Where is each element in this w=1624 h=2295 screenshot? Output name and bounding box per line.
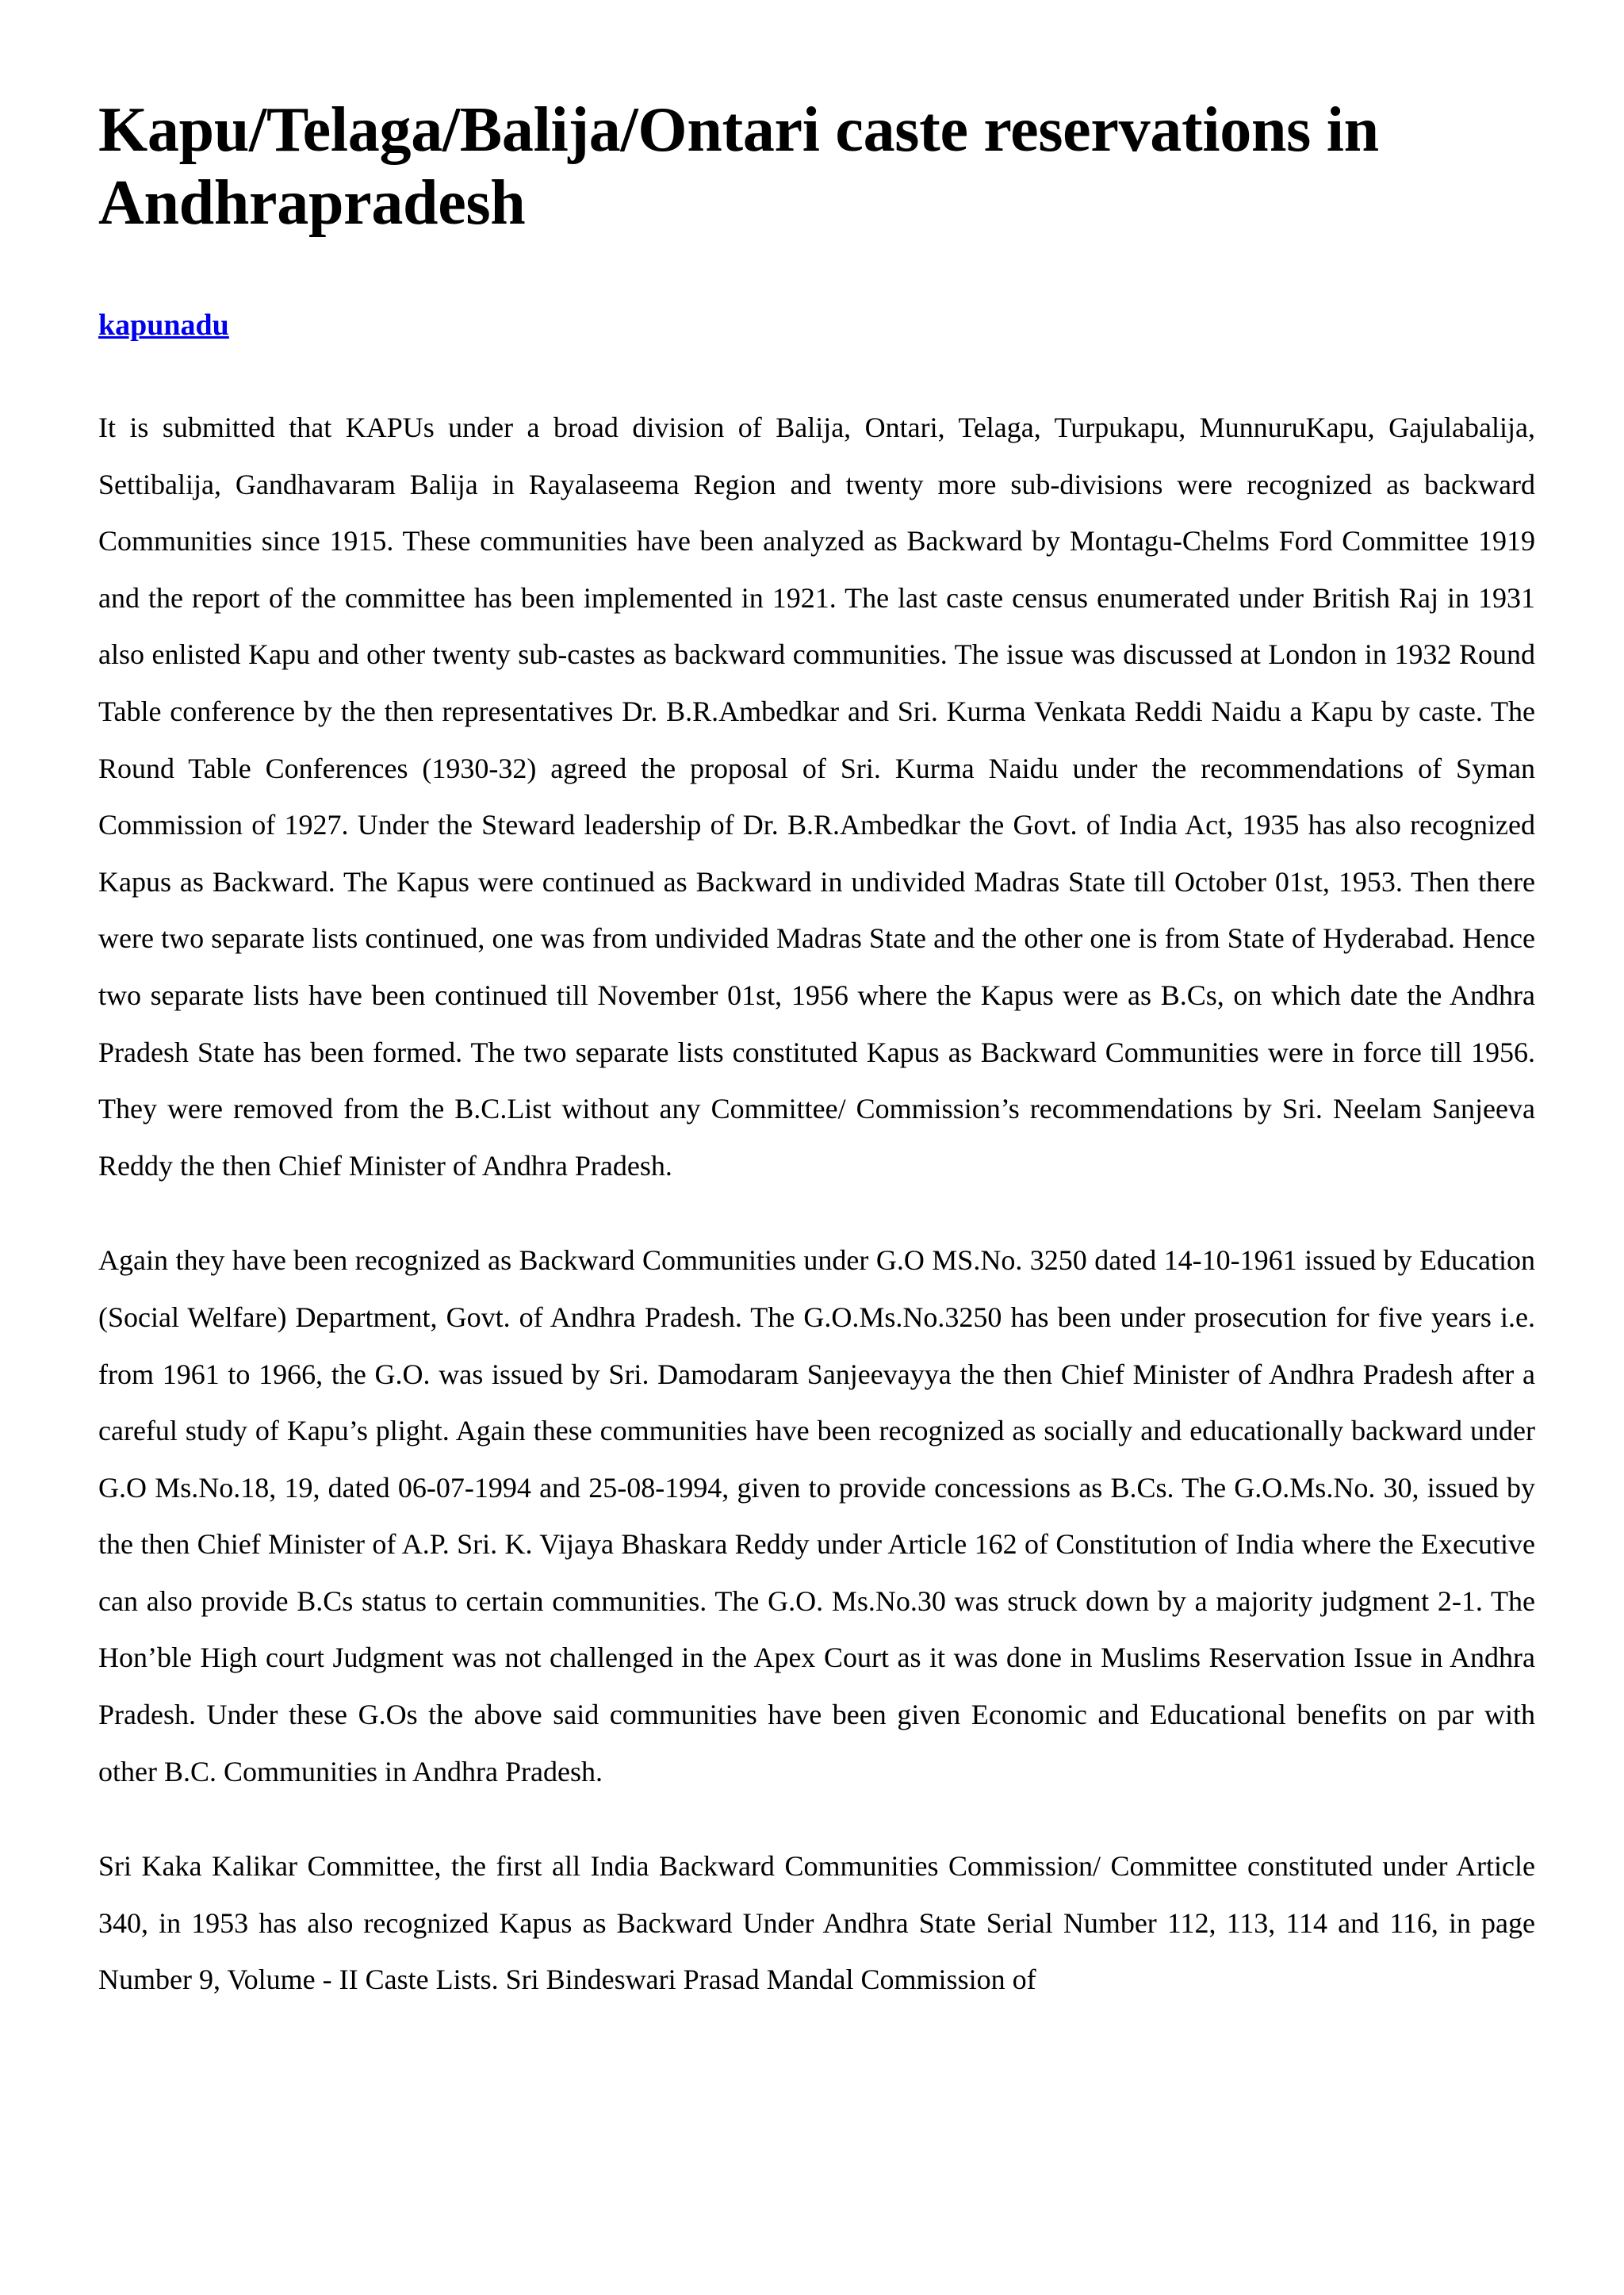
author-line: [98, 308, 1535, 343]
document-page: [98, 94, 1535, 2047]
paragraph-1: It is submitted that KAPUs under a broad division of Balija, Ontari, Telaga, Turpukapu, MunnuruKapu, Gajulabalija, Settibalija, Gandhavaram Balija in Rayalaseema Region and twenty more sub-divisions were recognized as backward Communities since 1915. These communities have been analyzed as Backward by Montagu-Chelms Ford Committee 1919 and the report of the committee has been implemented in 1921. The last caste census enumerated under British Raj in 1931 also enlisted Kapu and other twenty sub-castes as backward communities. The issue was discussed at London in 1932 Round Table conference by the then representatives Dr. B.R.Ambedkar and Sri. Kurma Venkata Reddi Naidu a Kapu by caste. The Round Table Conferences (1930-32) agreed the proposal of Sri. Kurma Naidu under the recommendations of Syman Commission of 1927. Under the Steward leadership of Dr. B.R.Ambedkar the Govt. of India Act, 1935 has also recognized Kapus as Backward. The Kapus were continued as Backward in undivided Madras State till October 01st, 1953. Then there were two separate lists continued, one was from undivided Madras State and the other one is from State of Hyderabad. Hence two separate lists have been continued till November 01st, 1956 where the Kapus were as B.Cs, on which date the Andhra Pradesh State has been formed. The two separate lists constituted Kapus as Backward Communities were in force till 1956. They were removed from the B.C.List without any Committee/ Commission’s recommendations by Sri. Neelam Sanjeeva Reddy the then Chief Minister of Andhra Pradesh.: [98, 412, 1535, 1182]
paragraph-3: Sri Kaka Kalikar Committee, the first all India Backward Communities Commission/ Committee constituted under Article 340, in 1953 has also recognized Kapus as Backward Under Andhra State Serial Number 112, 113, 114 and 116, in page Number 9, Volume - II Caste Lists. Sri Bindeswari Prasad Mandal Commission of: [98, 1850, 1535, 1996]
article-body: [98, 400, 1535, 2009]
page-title: Kapu/Telaga/Balija/Ontari caste reservations in Andhrapradesh: [98, 95, 1379, 238]
paragraph-2: Again they have been recognized as Backward Communities under G.O MS.No. 3250 dated 14-10-1961 issued by Education (Social Welfare) Department, Govt. of Andhra Pradesh. The G.O.Ms.No.3250 has been under prosecution for five years i.e. from 1961 to 1966, the G.O. was issued by Sri. Damodaram Sanjeevayya the then Chief Minister of Andhra Pradesh after a careful study of Kapu’s plight. Again these communities have been recognized as socially and educationally backward under G.O Ms.No.18, 19, dated 06-07-1994 and 25-08-1994, given to provide concessions as B.Cs. The G.O.Ms.No. 30, issued by the then Chief Minister of A.P. Sri. K. Vijaya Bhaskara Reddy under Article 162 of Constitution of India where the Executive can also provide B.Cs status to certain communities. The G.O. Ms.No.30 was struck down by a majority judgment 2-1. The Hon’ble High court Judgment was not challenged in the Apex Court as it was done in Muslims Reservation Issue in Andhra Pradesh. Under these G.Os the above said communities have been given Economic and Educational benefits on par with other B.C. Communities in Andhra Pradesh.: [98, 1244, 1535, 1787]
author-link[interactable]: kapunadu: [98, 308, 229, 342]
